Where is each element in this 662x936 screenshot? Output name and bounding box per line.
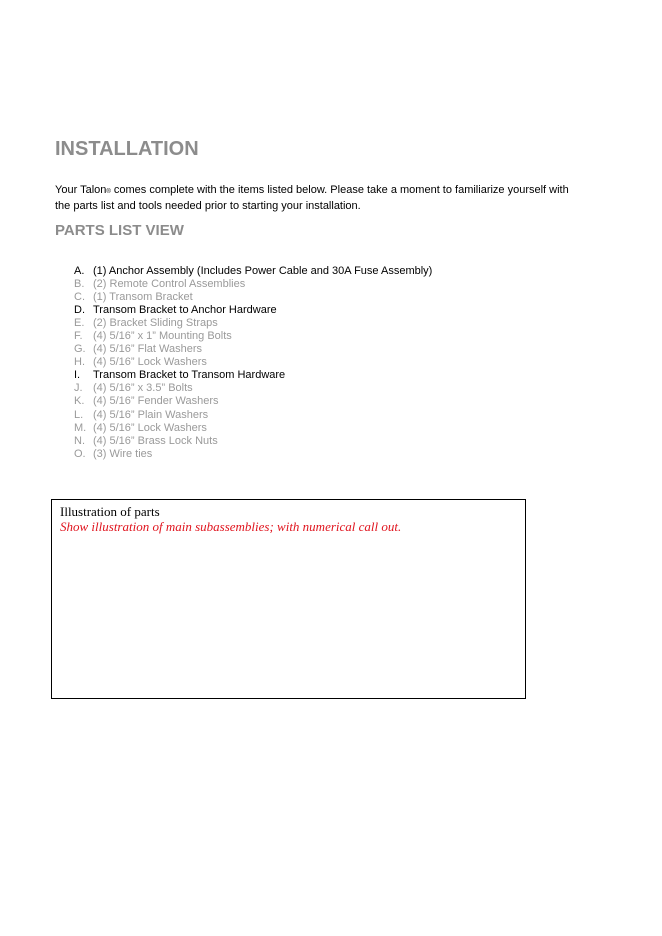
list-item-letter: A. bbox=[74, 265, 85, 277]
parts-list bbox=[74, 265, 432, 461]
list-item bbox=[74, 304, 432, 317]
list-item-letter: O. bbox=[74, 447, 86, 460]
list-item-letter: C. bbox=[74, 291, 85, 304]
illustration-title: Illustration of parts bbox=[60, 504, 160, 519]
parts-list-title: PARTS LIST VIEW bbox=[55, 222, 184, 239]
list-item-text: (4) 5/16” x 3.5” Bolts bbox=[93, 382, 193, 395]
list-item bbox=[74, 265, 432, 278]
list-item bbox=[74, 278, 432, 291]
list-item-text: Transom Bracket to Anchor Hardware bbox=[93, 304, 277, 317]
list-item-letter: B. bbox=[74, 278, 85, 291]
page-title: INSTALLATION bbox=[55, 138, 199, 160]
list-item-letter: G. bbox=[74, 343, 86, 356]
list-item-text: (4) 5/16” Brass Lock Nuts bbox=[93, 434, 218, 447]
intro-paragraph bbox=[55, 183, 615, 213]
list-item bbox=[74, 395, 432, 408]
list-item-text: (3) Wire ties bbox=[93, 447, 153, 460]
list-item bbox=[74, 448, 432, 461]
list-item bbox=[74, 317, 432, 330]
list-item bbox=[74, 369, 432, 382]
list-item-letter: F. bbox=[74, 330, 83, 343]
list-item-letter: K. bbox=[74, 395, 85, 408]
list-item-text: (4) 5/16” Plain Washers bbox=[93, 408, 209, 421]
list-item bbox=[74, 356, 432, 369]
list-item-letter: D. bbox=[74, 304, 85, 317]
intro-line1-start: Your Talon bbox=[55, 184, 107, 196]
intro-line1-end: comes complete with the items listed below. Please take a moment to familiarize yourself with bbox=[110, 184, 569, 196]
list-item-text: (4) 5/16” Lock Washers bbox=[93, 356, 207, 369]
list-item-letter: M. bbox=[74, 421, 87, 434]
list-item-text: (2) Bracket Sliding Straps bbox=[93, 317, 218, 330]
list-item bbox=[74, 291, 432, 304]
list-item bbox=[74, 435, 432, 448]
list-item-text: (4) 5/16” x 1” Mounting Bolts bbox=[93, 330, 232, 343]
list-item-text: (4) 5/16” Lock Washers bbox=[93, 421, 207, 434]
list-item bbox=[74, 330, 432, 343]
list-item-text: (4) 5/16” Fender Washers bbox=[93, 395, 219, 408]
list-item bbox=[74, 382, 432, 395]
intro-line2: the parts list and tools needed prior to starting your installation. bbox=[55, 200, 361, 212]
list-item-text: (4) 5/16” Flat Washers bbox=[93, 343, 203, 356]
list-item-text: (1) Transom Bracket bbox=[93, 291, 193, 304]
list-item-letter: J. bbox=[74, 382, 83, 395]
list-item-letter: H. bbox=[74, 356, 85, 369]
list-item-text: (1) Anchor Assembly (Includes Power Cable and 30A Fuse Assembly) bbox=[93, 265, 433, 277]
list-item-letter: L. bbox=[74, 408, 84, 421]
list-item-letter: I. bbox=[74, 369, 81, 382]
illustration-placeholder-box bbox=[51, 499, 526, 699]
list-item bbox=[74, 422, 432, 435]
list-item-text: Transom Bracket to Transom Hardware bbox=[93, 369, 286, 382]
list-item-letter: E. bbox=[74, 317, 85, 330]
list-item bbox=[74, 409, 432, 422]
trademark-symbol: ® bbox=[106, 189, 111, 195]
list-item-letter: N. bbox=[74, 434, 85, 447]
list-item-text: (2) Remote Control Assemblies bbox=[93, 278, 246, 291]
illustration-instruction-note: Show illustration of main subassemblies; with numerical call out. bbox=[60, 519, 402, 534]
list-item bbox=[74, 343, 432, 356]
